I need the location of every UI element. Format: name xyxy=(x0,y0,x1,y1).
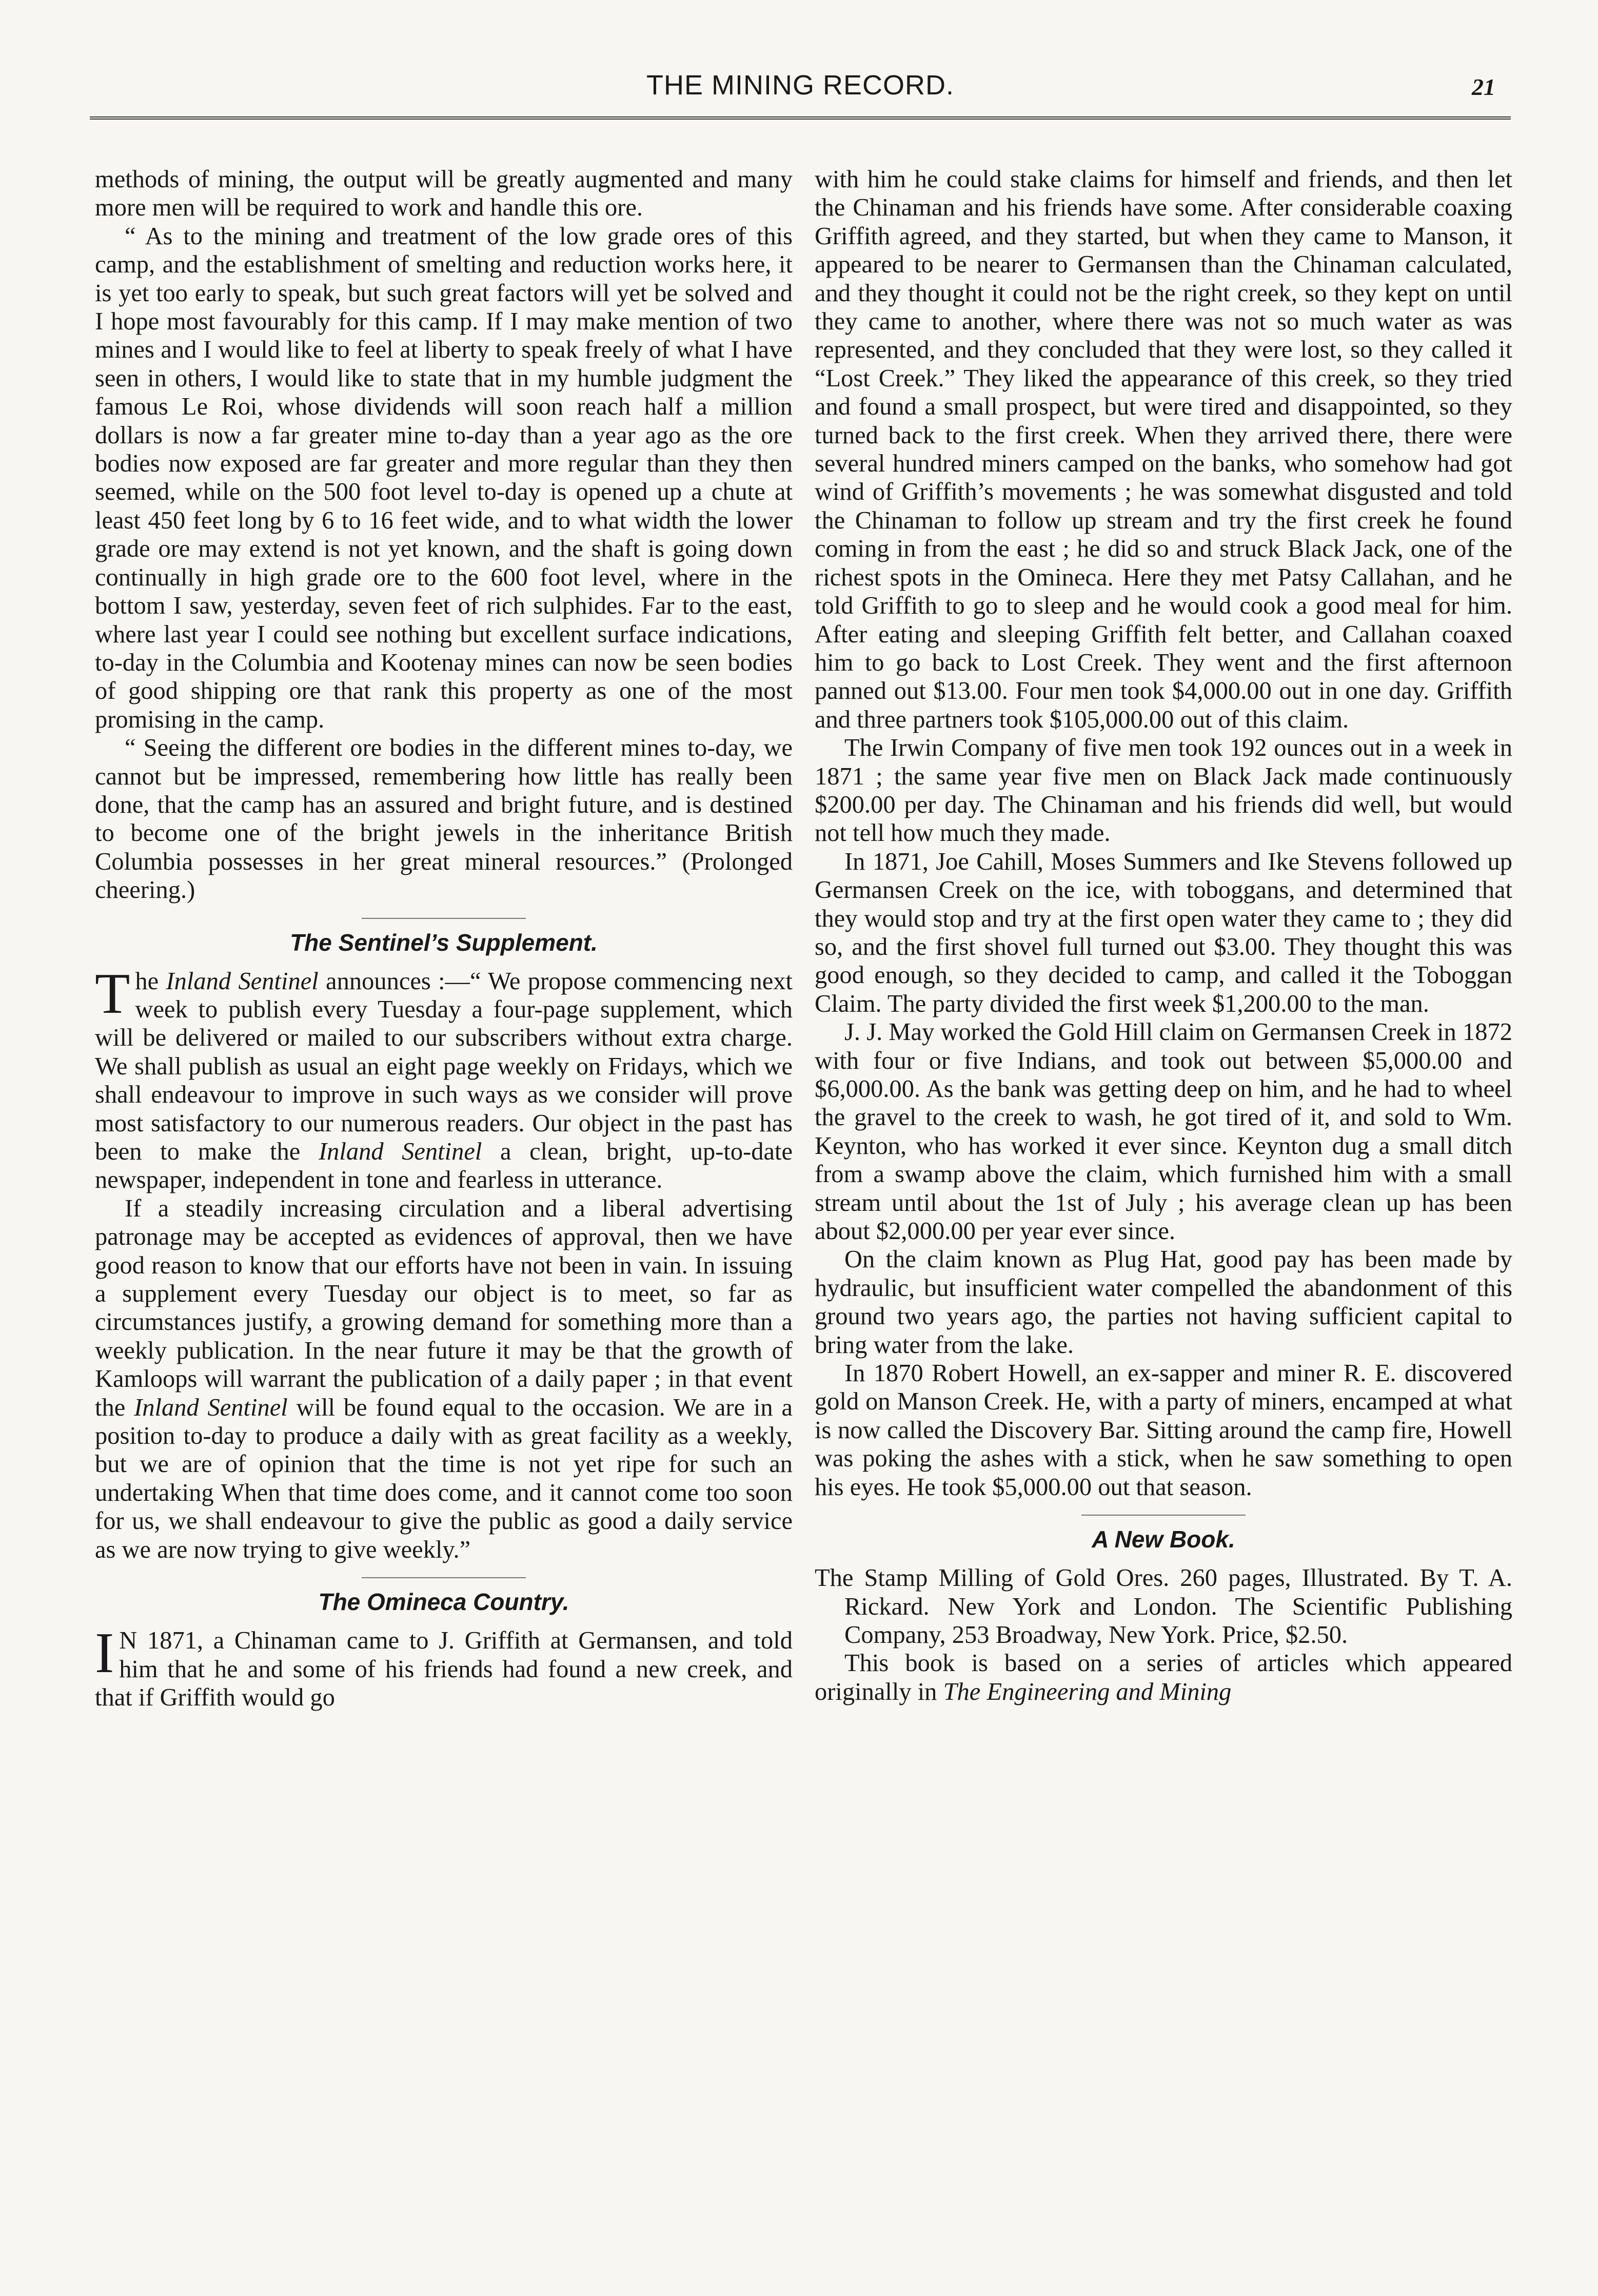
text-run: If a steadily increasing circulation and a liberal advertising patronage may be accepted as evidences of approval, then we have good reason to know that our efforts have not been in vain. In issuing a supplement every Tuesday our object is to meet, so far as circumstances justify, a growing demand for something more than a weekly publication. In the near future it may be that the growth of Kamloops will warrant the publication of a daily paper ; in that event the xyxy=(95,1194,793,1421)
paragraph: On the claim known as Plug Hat, good pay has been made by hydraulic, but insufficient water compelled the abandonment of this ground two years ago, the parties not having sufficient capital to bring water from the lake. xyxy=(815,1246,1512,1359)
header-rule xyxy=(90,116,1511,120)
text-run: a clean, bright, up-to-date newspaper, independent in tone and fearless in utterance. xyxy=(95,1138,793,1194)
paragraph: In 1870 Robert Howell, an ex-sapper and miner R. E. discovered gold on Manson Creek. He, with a party of miners, encamped at what is now called the Discovery Bar. Sitting around the camp fire, Howell was poking the ashes with a stick, when he saw something to open his eyes. He took $5,000.00 out that season. xyxy=(815,1360,1512,1501)
drop-cap: I xyxy=(95,1621,114,1685)
paragraph: The Irwin Company of five men took 192 ounces out in a week in 1871 ; the same year five men on Black Jack made continuously $200.00 per day. The Chinaman and his friends did well, but would not tell how much they made. xyxy=(815,734,1512,847)
paragraph: “ As to the mining and treatment of the low grade ores of this camp, and the establishment of smelting and reduction works here, it is yet too early to speak, but such great factors will yet be solved and I hope most favourably for this camp. If I may make mention of two mines and I would like to feel at liberty to speak freely of what I have seen in others, I would like to state that in my humble judgment the famous Le Roi, whose dividends will soon reach half a million dollars is now a far greater mine to-day than a year ago as the ore bodies now exposed are far greater and more regular than they then seemed, while on the 500 foot level to-day is opened up a chute at least 450 feet long by 6 to 16 feet wide, and to what width the lower grade ore may extend is not yet known, and the shaft is going down continually in high grade ore to the 600 foot level, where in the bottom I saw, yesterday, seven feet of rich sulphides. Far to the east, where last year I could see nothing but excellent surface indications, to-day in the Columbia and Kootenay mines can now be seen bodies of good shipping ore that rank this property as one of the most promising in the camp. xyxy=(95,222,793,733)
publication-name: Inland Sentinel xyxy=(318,1138,482,1165)
section-divider xyxy=(1081,1515,1246,1516)
page-number: 21 xyxy=(1472,74,1495,100)
text-run: announces :—“ We propose commencing next week to publish every Tuesday a four-page supplement, which will be delivered or mailed to our subscribers without extra charge. We shall publish as usual an eight page weekly on Fridays, which we shall endeavour to improve in such ways as we consider will prove most satisfactory to our numerous readers. Our object in the past has been to make the xyxy=(95,967,793,1165)
section-divider xyxy=(362,918,526,919)
paragraph: J. J. May worked the Gold Hill claim on Germansen Creek in 1872 with four or five Indians, and took out between $5,000.00 and $6,000.00. As the bank was getting deep on him, and he had to wheel the gravel to the creek to wash, he got tired of it, and sold to Wm. Keynton, who has worked it ever since. Keynton dug a small ditch from a swamp above the claim, which furnished him with a small stream until about the 1st of July ; his average clean up has been about $2,000.00 per year ever since. xyxy=(815,1018,1512,1245)
paragraph: “ Seeing the different ore bodies in the different mines to-day, we cannot but be impressed, remembering how little has really been done, that the camp has an assured and bright future, and is destined to become one of the bright jewels in the inheritance British Columbia possesses in her great mineral resources.” (Prolonged cheering.) xyxy=(95,734,793,904)
left-column xyxy=(95,165,793,1712)
right-column xyxy=(815,165,1512,1706)
text-run: This book is based on a series of articles which appeared originally in xyxy=(815,1650,1512,1705)
section-title-book: A New Book. xyxy=(1092,1526,1235,1553)
publication-name: Inland Sentinel xyxy=(134,1394,288,1421)
masthead-title: THE MINING RECORD. xyxy=(646,70,954,101)
book-citation: The Stamp Milling of Gold Ores. 260 pages, Illustrated. By T. A. Rickard. New York and London. The Scientific Publishing Company, 253 Broadway, New York. Price, $2.50. xyxy=(815,1564,1512,1649)
text-run: he xyxy=(135,967,166,995)
publication-name: Inland Sentinel xyxy=(166,967,319,995)
section-title-omineca: The Omineca Country. xyxy=(318,1588,569,1616)
section-title-sentinel: The Sentinel’s Supplement. xyxy=(290,929,598,956)
text-run: will be found equal to the occasion. We are in a position to-day to produce a daily with as great facility as a weekly, but we are of opinion that the time is not yet ripe for such an undertaking When that time does come, and it cannot come too soon for us, we shall endeavour to give the public as good a daily service as we are now trying to give weekly.” xyxy=(95,1394,793,1563)
paragraph: In 1871, Joe Cahill, Moses Summers and Ike Stevens followed up Germansen Creek on the ice, with toboggans, and determined that they would stop and try at the first open water they came to ; they did so, and the first shovel full turned out $3.00. They thought this was good enough, so they decided to camp, and called it the Toboggan Claim. The party divided the first week $1,200.00 to the man. xyxy=(815,848,1512,1017)
paragraph-omineca-1 xyxy=(95,1621,793,1712)
paragraph-book-2 xyxy=(815,1649,1512,1706)
section-divider xyxy=(362,1577,526,1578)
paragraph-sentinel-1 xyxy=(95,961,793,1194)
paragraph: methods of mining, the output will be greatly augmented and many more men will be required to work and handle this ore. xyxy=(95,166,793,222)
paragraph-sentinel-2 xyxy=(95,1194,793,1564)
publication-name: The Engineering and Mining xyxy=(943,1678,1232,1705)
drop-cap: T xyxy=(95,961,130,1026)
text-run: N 1871, a Chinaman came to J. Griffith at Germansen, and told him that he and some of his friends had found a new creek, and that if Griffith would go xyxy=(95,1627,793,1711)
page-header xyxy=(90,69,1511,126)
paragraph: with him he could stake claims for himself and friends, and then let the Chinaman and his friends have some. After considerable coaxing Griffith agreed, and they started, but when they came to Manson, it appeared to be nearer to Germansen than the Chinaman calculated, and they thought it could not be the right creek, so they kept on until they came to another, where there was not so much water as was represented, and they concluded that they were lost, so they called it “Lost Creek.” They liked the appearance of this creek, so they tried and found a small prospect, but were tired and disappointed, so they turned back to the first creek. When they arrived there, there were several hundred miners camped on the banks, who somehow had got wind of Griffith’s movements ; he was somewhat disgusted and told the Chinaman to follow up stream and try the first creek he found coming in from the east ; he did so and struck Black Jack, one of the richest spots in the Omineca. Here they met Patsy Callahan, and he told Griffith to go to sleep and he would cook a good meal for him. After eating and sleeping Griffith felt better, and Callahan coaxed him to go back to Lost Creek. They went and the first afternoon panned out $13.00. Four men took $4,000.00 out in one day. Griffith and three partners took $105,000.00 out of this claim. xyxy=(815,166,1512,733)
